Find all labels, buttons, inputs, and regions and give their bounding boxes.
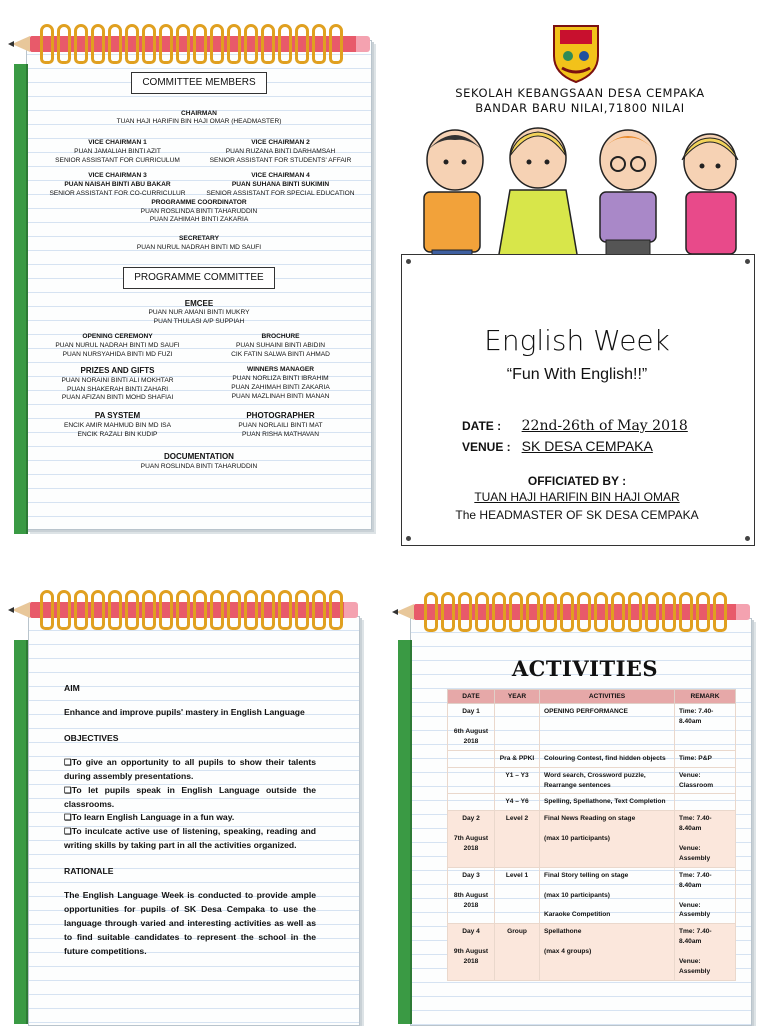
venue-row: [462, 438, 653, 454]
photographer-name-1: PUAN NORLAILI BINTI MAT: [238, 422, 323, 430]
pencil-lead: [8, 607, 14, 613]
remark-cell: Time: P&P: [675, 750, 736, 767]
pencil-lead: [392, 609, 398, 615]
pencil-eraser: [736, 604, 750, 620]
opening-role: OPENING CEREMONY: [82, 333, 153, 341]
objective-1: To give an opportunity to all pupils to show their talents during assembly presentations.: [64, 756, 316, 781]
date-text: 7th August: [453, 835, 489, 843]
pin-icon: [406, 536, 411, 541]
school-name-line1: SEKOLAH KEBANGSAAN DESA CEMPAKA: [455, 86, 705, 100]
table-row: [448, 811, 736, 867]
pin-icon: [745, 536, 750, 541]
winners-role: WINNERS MANAGER: [246, 365, 315, 373]
binder-band: [14, 64, 28, 534]
pin-icon: [745, 259, 750, 264]
checkbox-icon: ❏: [64, 784, 72, 795]
table-row: [448, 867, 736, 923]
date-text: 2018: [463, 901, 479, 909]
date-cell: [448, 704, 495, 751]
date-text: 2018: [463, 958, 479, 966]
date-text: 2018: [463, 737, 479, 745]
binder-band: [398, 640, 412, 1024]
prizes-name-2: PUAN SHAKERAH BINTI ZAHARI: [66, 385, 169, 393]
date-cell: [448, 767, 495, 794]
year-cell: Level 1: [495, 867, 540, 923]
vc4-name: PUAN SUHANA BINTI SUKIMIN: [231, 180, 330, 188]
table-row: [448, 794, 736, 811]
date-text: Day 4: [462, 928, 480, 936]
date-row: [462, 418, 688, 434]
vc3-role: VICE CHAIRMAN 3: [88, 171, 147, 179]
spiral-binding: [424, 592, 727, 636]
checkbox-icon: ❏: [64, 826, 72, 837]
date-cell: [448, 867, 495, 923]
pa-name-1: ENCIK AMIR MAHMUD BIN MD ISA: [64, 422, 171, 430]
checkbox-icon: ❏: [64, 812, 72, 823]
date-cell: [448, 924, 495, 980]
vc4-role: VICE CHAIRMAN 4: [251, 171, 310, 179]
pa-name-2: ENCIK RAZALI BIN KUDIP: [77, 430, 158, 438]
prizes-role: PRIZES AND GIFTS: [80, 365, 155, 375]
pencil-tip: [12, 36, 30, 52]
activity-cell: Spellathone (max 4 groups): [540, 924, 675, 980]
year-cell: Group: [495, 924, 540, 980]
pencil-eraser: [356, 36, 370, 52]
secretary-role: SECRETARY: [179, 235, 219, 243]
table-row: [448, 750, 736, 767]
table-header-row: [448, 690, 736, 704]
date-text: Day 2: [462, 815, 480, 823]
year-cell: Level 2: [495, 811, 540, 867]
table-row: [448, 767, 736, 794]
coordinator-role: PROGRAMME COORDINATOR: [151, 198, 247, 206]
school-crest-icon: [548, 22, 604, 84]
event-title: English Week: [484, 324, 670, 357]
vc1-title: SENIOR ASSISTANT FOR CURRICULUM: [55, 157, 180, 165]
winners-name-3: PUAN MAZLINAH BINTI MANAN: [231, 392, 330, 400]
date-text: 6th August: [453, 727, 489, 735]
vc2-title: SENIOR ASSISTANT FOR STUDENTS' AFFAIR: [209, 157, 352, 165]
date-text: 8th August: [453, 891, 489, 899]
column-header: DATE: [448, 690, 495, 704]
chairman-role: CHAIRMAN: [181, 109, 217, 117]
activity-cell: Final Story telling on stage (max 10 participants) Karaoke Competition: [540, 867, 675, 923]
date-label: DATE :: [462, 419, 502, 433]
winners-name-1: PUAN NORLIZA BINTI IBRAHIM: [232, 374, 329, 382]
activity-cell: Colouring Contest, find hidden objects: [540, 750, 675, 767]
remark-cell: Tme: 7.40-8.40am Venue: Assembly: [675, 924, 736, 980]
date-text: 9th August: [453, 948, 489, 956]
school-address: BANDAR BARU NILAI,71800 NILAI: [475, 101, 685, 115]
emcee-role: EMCEE: [184, 298, 214, 308]
brochure-name-2: CIK FATIN SALWA BINTI AHMAD: [231, 350, 330, 358]
winners-name-2: PUAN ZAHIMAH BINTI ZAKARIA: [231, 383, 330, 391]
activities-table: [447, 689, 736, 981]
checkbox-icon: ❏: [64, 756, 72, 767]
aim-heading: AIM: [64, 683, 80, 693]
officiated-title: The HEADMASTER OF SK DESA CEMPAKA: [455, 508, 699, 522]
rationale-text: The English Language Week is conducted to provide ample opportunities for pupils of SK Desa Cempaka to use the language through varied and interesting activities as well as to find suitable candidates to represent the school in the future competitions.: [64, 890, 316, 956]
pencil-tip: [396, 604, 414, 620]
spiral-binding: [40, 590, 343, 634]
pa-role: PA SYSTEM: [94, 411, 141, 421]
column-header: YEAR: [495, 690, 540, 704]
vc1-role: VICE CHAIRMAN 1: [88, 139, 147, 147]
remark-cell: Time: 7.40-8.40am: [675, 704, 736, 751]
vc2-role: VICE CHAIRMAN 2: [251, 139, 310, 147]
venue-label: VENUE :: [462, 440, 511, 454]
remark-cell: [675, 794, 736, 811]
year-cell: Y4 – Y6: [495, 794, 540, 811]
committee-members-header: COMMITTEE MEMBERS: [131, 72, 266, 94]
activity-cell: Final News Reading on stage (max 10 participants): [540, 811, 675, 867]
date-value: 22nd-26th of May 2018: [521, 418, 688, 434]
date-cell: [448, 811, 495, 867]
date-text: 2018: [463, 845, 479, 853]
prizes-name-1: PUAN NORAINI BINTI ALI MOKHTAR: [61, 376, 174, 384]
column-header: ACTIVITIES: [540, 690, 675, 704]
pencil-eraser: [344, 602, 358, 618]
activity-cell: Spelling, Spellathone, Text Completion: [540, 794, 675, 811]
opening-name-1: PUAN NURUL NADRAH BINTI MD SAUFI: [55, 342, 180, 350]
pin-icon: [406, 259, 411, 264]
documentation-role: DOCUMENTATION: [164, 451, 234, 461]
vc2-name: PUAN RUZANA BINTI DARHAMSAH: [225, 148, 336, 156]
activity-cell: OPENING PERFORMANCE: [540, 704, 675, 751]
secretary-name: PUAN NURUL NADRAH BINTI MD SAUFI: [136, 244, 262, 252]
year-cell: [495, 704, 540, 751]
prizes-name-3: PUAN AFIZAN BINTI MOHD SHAFIAI: [61, 394, 174, 402]
date-cell: [448, 794, 495, 811]
date-text: Day 3: [462, 871, 480, 879]
documentation-name: PUAN ROSLINDA BINTI TAHARUDDIN: [140, 462, 258, 470]
officiated-name: TUAN HAJI HARIFIN BIN HAJI OMAR: [474, 490, 680, 504]
officiated-label: OFFICIATED BY :: [527, 474, 627, 488]
vc1-name: PUAN JAMALIAH BINTI AZIT: [74, 148, 161, 156]
remark-cell: Venue: Classroom: [675, 767, 736, 794]
date-cell: [448, 750, 495, 767]
remark-cell: Tme: 7.40-8.40am Venue: Assembly: [675, 867, 736, 923]
emcee-name-1: PUAN NUR AMANI BINTI MUKRY: [148, 309, 250, 317]
vc3-name: PUAN NAISAH BINTI ABU BAKAR: [64, 180, 171, 188]
programme-committee-header: PROGRAMME COMMITTEE: [123, 267, 274, 289]
brochure-role: BROCHURE: [261, 333, 300, 341]
year-cell: Y1 – Y3: [495, 767, 540, 794]
date-text: Day 1: [462, 708, 480, 715]
photographer-role: PHOTOGRAPHER: [246, 411, 315, 421]
binder-band: [14, 640, 28, 1024]
photographer-name-2: PUAN RISHA MATHAVAN: [242, 430, 319, 438]
column-header: REMARK: [675, 690, 736, 704]
event-subtitle: “Fun With English!!”: [506, 366, 648, 383]
coordinator-name-2: PUAN ZAHIMAH BINTI ZAKARIA: [149, 216, 249, 224]
coordinator-name-1: PUAN ROSLINDA BINTI TAHARUDDIN: [140, 207, 258, 215]
objective-3: To learn English Language in a fun way.: [71, 812, 235, 823]
pencil-tip: [12, 602, 30, 618]
objectives-heading: OBJECTIVES: [64, 732, 119, 743]
brochure-name-1: PUAN SUHAINI BINTI ABIDIN: [235, 342, 326, 350]
venue-value: SK DESA CEMPAKA: [521, 438, 653, 454]
vc4-title: SENIOR ASSISTANT FOR SPECIAL EDUCATION: [206, 189, 355, 197]
table-row: [448, 924, 736, 980]
emcee-name-2: PUAN THULASI A/P SUPPIAH: [153, 318, 245, 326]
remark-cell: Tme: 7.40-8.40am Venue: Assembly: [675, 811, 736, 867]
rationale-heading: RATIONALE: [64, 866, 114, 877]
activity-cell: Word search, Crossword puzzle, Rearrange sentences: [540, 767, 675, 794]
objective-4: To inculcate active use of listening, speaking, reading and writing skills by taking part in all the activities organized.: [64, 826, 316, 851]
table-row: [448, 704, 736, 751]
aim-text: Enhance and improve pupils' mastery in English Language: [64, 706, 305, 717]
aims-content: [64, 682, 316, 971]
objective-2: To let pupils speak in English Language outside the classrooms.: [64, 784, 316, 809]
activities-title: ACTIVITIES: [511, 656, 659, 681]
pencil-lead: [8, 41, 14, 47]
spiral-binding: [40, 24, 343, 68]
committee-content: [36, 70, 362, 472]
vc3-title: SENIOR ASSISTANT FOR CO-CURRICULUR: [49, 189, 186, 197]
opening-name-2: PUAN NURSYAHIDA BINTI MD FUZI: [62, 350, 173, 358]
chairman-name: TUAN HAJI HARIFIN BIN HAJI OMAR (HEADMASTER): [116, 118, 282, 126]
year-cell: Pra & PPKI: [495, 750, 540, 767]
